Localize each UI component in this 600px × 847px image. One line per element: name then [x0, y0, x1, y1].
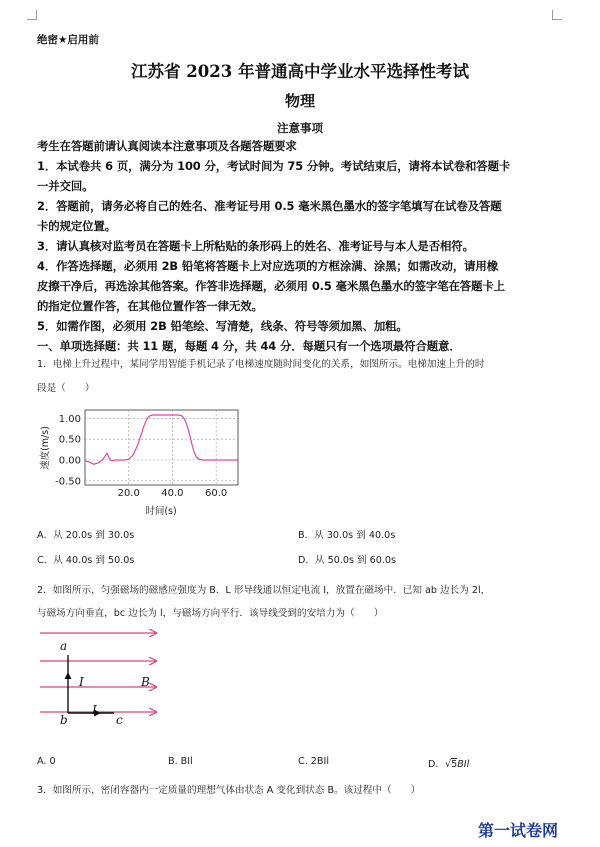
option-d-radicand: 5 [451, 759, 458, 770]
x-tick-label: 60.0 [205, 488, 228, 499]
point-c-label: c [116, 713, 123, 727]
point-a-label: a [60, 639, 68, 653]
secret-label: 绝密★启用前 [37, 34, 99, 46]
x-axis-label: 时间(s) [145, 506, 177, 517]
notice-item-4-line-1: 4．作答选择题，必须用 2B 铅笔将答题卡上对应选项的方框涂满、涂黑；如需改动，请用橡 [37, 259, 499, 273]
y-tick-label: 1.00 [58, 413, 81, 425]
chart-ticks [55, 414, 227, 499]
notice-heading: 注意事项 [277, 121, 323, 135]
question-2-option-c[interactable]: C. 2BIl [298, 756, 329, 767]
question-1-stem-line-2: 段是（ ） [37, 383, 95, 394]
subject-title: 物理 [284, 92, 315, 110]
sqrt-sign: √ [444, 759, 452, 770]
notice-item-1-line-2: 一并交回。 [37, 179, 94, 193]
current-label-horizontal: I [92, 703, 97, 717]
question-2-option-b[interactable]: B. BIl [168, 756, 193, 767]
question-1-option-c[interactable]: C．从 40.0s 到 50.0s [37, 555, 135, 566]
x-tick-label: 40.0 [161, 488, 184, 499]
notice-item-3-line-1: 3．请认真核对监考员在答题卡上所粘贴的条形码上的姓名、准考证号与本人是否相符。 [37, 239, 474, 253]
question-1-stem-line-1: 1．电梯上升过程中，某同学用智能手机记录了电梯速度随时间变化的关系，如图所示。电梯加速上升的时 [37, 359, 485, 370]
question-1-option-b[interactable]: B．从 30.0s 到 40.0s [298, 530, 396, 541]
chart-grid [85, 410, 238, 485]
y-tick-label: 0.00 [58, 455, 81, 467]
velocity-series-line [85, 415, 238, 464]
section-heading: 一、单项选择题：共 11 题，每题 4 分，共 44 分．每题只有一个选项最符合题意． [37, 339, 461, 353]
notice-item-4-line-3: 的指定位置作答，在其他位置作答一律无效。 [37, 299, 263, 313]
question-2-stem-line-1: 2．如图所示，匀强磁场的磁感应强度为 B．L 形导线通以恒定电流 I，放置在磁场中．已知 ab 边长为 2l， [37, 585, 491, 596]
option-d-prefix: D． [428, 759, 445, 770]
current-label-vertical: I [79, 675, 84, 689]
corner-mark-top-left [27, 10, 37, 20]
y-tick-label: 0.50 [58, 434, 81, 446]
question-2-option-a[interactable]: A. 0 [37, 756, 56, 767]
option-d-suffix: BIl [457, 759, 470, 770]
y-axis-label: 速度(m/s) [40, 426, 51, 470]
field-b-label: B [141, 675, 150, 689]
notice-item-4-line-2: 皮擦干净后，再选涂其他答案。作答非选择题，必须用 0.5 毫米黑色墨水的签字笔在答题卡上 [37, 279, 505, 293]
notice-intro: 考生在答题前请认真阅读本注意事项及各题答题要求 [37, 139, 297, 153]
notice-item-2-line-2: 卡的规定位置。 [37, 219, 117, 233]
notice-item-2-line-1: 2．答题前，请务必将自己的姓名、准考证号用 0.5 毫米黑色墨水的签字笔填写在试卷及答题 [37, 199, 502, 213]
question-1-option-a[interactable]: A．从 20.0s 到 30.0s [37, 530, 135, 541]
watermark-text: 第一试卷网 [478, 821, 559, 840]
question-1-option-d[interactable]: D．从 50.0s 到 60.0s [298, 555, 397, 566]
notice-item-1-line-1: 1．本试卷共 6 页，满分为 100 分，考试时间为 75 分钟。考试结束后，请将本试卷和答题卡 [37, 159, 511, 173]
chart-plot-frame [85, 410, 238, 485]
x-tick-label: 20.0 [117, 488, 140, 499]
question-2-option-d[interactable] [428, 756, 469, 770]
notice-item-5-line-1: 5．如需作图，必须用 2B 铅笔绘、写清楚，线条、符号等须加黑、加粗。 [37, 319, 408, 333]
question-3-stem-line-1: 3．如图所示，密闭容器内一定质量的理想气体由状态 A 变化到状态 B。该过程中（ ） [37, 785, 421, 796]
velocity-time-chart [38, 402, 248, 518]
point-b-label: b [60, 713, 68, 727]
y-tick-label: -0.50 [55, 476, 81, 488]
question-2-stem-line-2: 与磁场方向垂直，bc 边长为 l，与磁场方向平行．该导线受到的安培力为（ ） [37, 608, 384, 619]
exam-title: 江苏省 2023 年普通高中学业水平选择性考试 [131, 62, 469, 81]
corner-mark-top-right [552, 10, 562, 20]
